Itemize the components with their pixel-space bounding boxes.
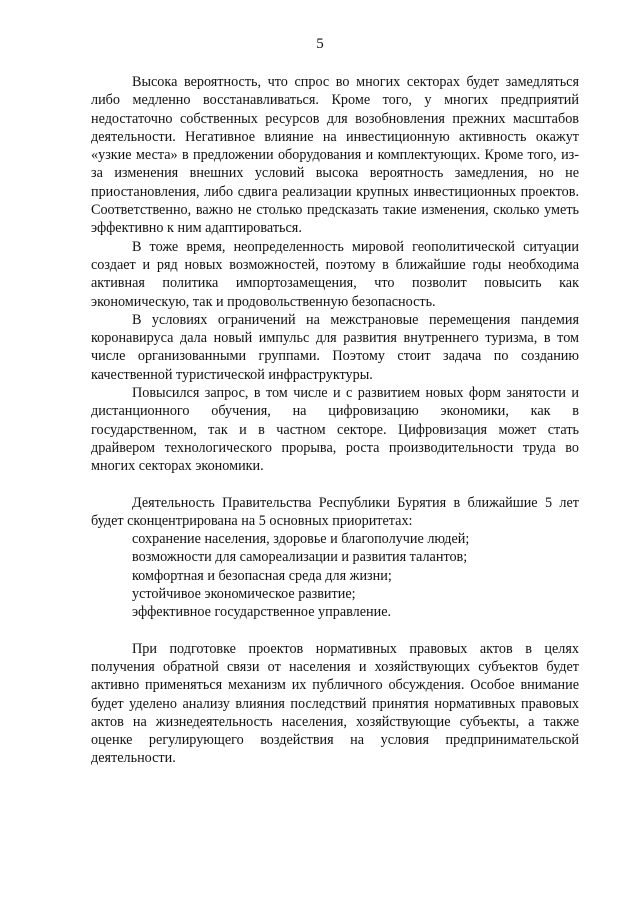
page-number: 5 — [316, 36, 324, 52]
paragraph-spacer — [91, 622, 579, 640]
list-item: возможности для самореализации и развития талантов; — [132, 549, 468, 566]
paragraph-demand-outlook: Высока вероятность, что спрос во многих секторах будет замедляться либо медленно восстанавливаться. Кроме того, у многих предприятий недостаточно собственных ресурсов для возобновления прежних масштабов деятельности. Негативное влияние на инвестиционную активность окажут «узкие места» в предложении оборудования и комплектующих. Кроме того, из-за изменения внешних условий высока вероятность замедления, но не приостановления, либо сдвига реализации крупных инвестиционных проектов. Соответственно, важно не столько предсказать такие изменения, сколько уметь эффективно к ним адаптироваться. — [91, 74, 579, 237]
paragraph-public-discussion: При подготовке проектов нормативных правовых актов в целях получения обратной связи от населения и хозяйствующих субъектов будет активно применяться механизм их публичного обсуждения. Особое внимание будет уделено анализу влияния последствий принятия нормативных правовых актов на жизнедеятельность населения, хозяйствующие субъекты, а также оценке регулирующего воздействия на условия предпринимательской деятельности. — [91, 640, 579, 767]
paragraph-digitalization: Повысился запрос, в том числе и с развитием новых форм занятости и дистанционного обучения, на цифровизацию экономики, как в государственном, так и в частном секторе. Цифровизация может стать драйвером технологического прорыва, роста производительности труда во многих секторах экономики. — [91, 385, 579, 475]
list-item: устойчивое экономическое развитие; — [132, 586, 356, 603]
paragraph-domestic-tourism: В условиях ограничений на межстрановые перемещения пандемия коронавируса дала новый импульс для развития внутреннего туризма, в том числе организованными группами. Поэтому стоит задача по созданию качественной туристической инфраструктуры. — [91, 311, 579, 383]
priorities-list — [91, 530, 579, 621]
paragraph-spacer — [91, 476, 579, 494]
paragraph-priorities-intro: Деятельность Правительства Республики Бурятия в ближайшие 5 лет будет сконцентрирована на 5 основных приоритетах: — [91, 494, 579, 529]
paragraph-import-substitution: В тоже время, неопределенность мировой геополитической ситуации создает и ряд новых возможностей, поэтому в ближайшие годы необходима активная политика импортозамещения, что позволит повысить как экономическую, так и продовольственную безопасность. — [91, 238, 579, 310]
document-body — [91, 73, 579, 768]
list-item: сохранение населения, здоровье и благополучие людей; — [132, 531, 470, 548]
list-item: эффективное государственное управление. — [132, 604, 392, 621]
list-item: комфортная и безопасная среда для жизни; — [132, 567, 392, 584]
